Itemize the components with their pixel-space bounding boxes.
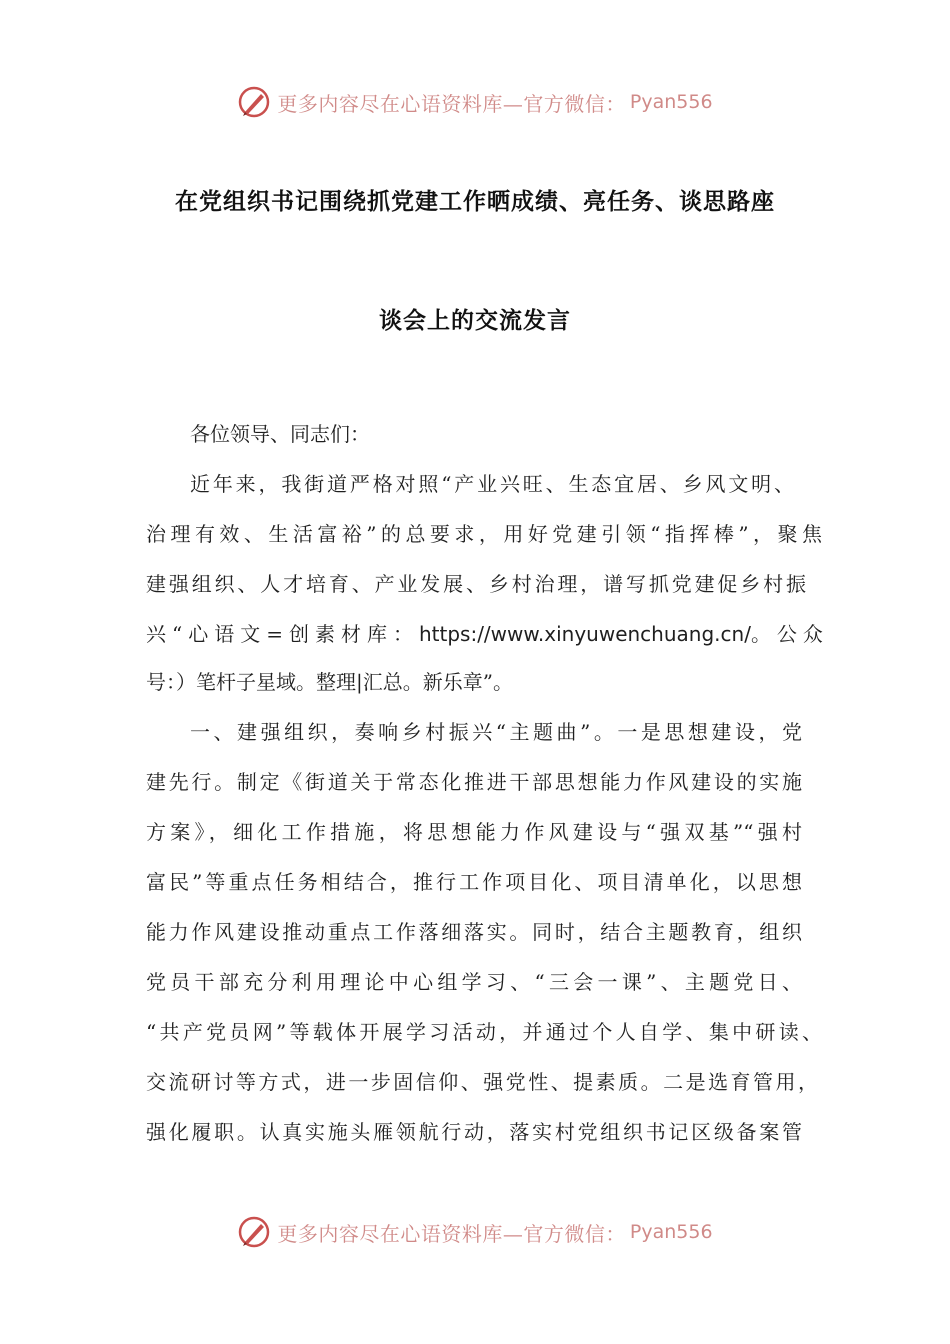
banner-wechat-id: Pyan556	[629, 1221, 713, 1243]
paragraph-1-line: 建强组织、人才培育、产业发展、乡村治理，谱写抓党建促乡村振	[146, 572, 806, 596]
paragraph-1-line: 治理有效、生活富裕”的总要求，用好党建引领“指挥棒”，聚焦	[146, 522, 822, 546]
pen-logo-icon	[237, 1215, 271, 1249]
document-title-line-2: 谈会上的交流发言	[379, 308, 571, 334]
paragraph-1-line: 号：）笔杆子星域。整理|汇总。新乐章”。	[146, 670, 513, 694]
paragraph-1-line: 近年来，我街道严格对照“产业兴旺、生态宜居、乡风文明、	[190, 472, 794, 496]
footer-banner	[0, 1212, 950, 1252]
paragraph-2-line: 能力作风建设推动重点工作落细落实。同时，结合主题教育，组织	[146, 920, 802, 944]
paragraph-2-line: 富民”等重点任务相结合，推行工作项目化、项目清单化，以思想	[146, 870, 802, 894]
paragraph-2-line: 党员干部充分利用理论中心组学习、“三会一课”、主题党日、	[146, 970, 802, 994]
pen-logo-icon	[237, 85, 271, 119]
source-link[interactable]: https://www.xinyuwenchuang.cn/	[418, 622, 751, 646]
greeting: 各位领导、同志们：	[190, 422, 370, 446]
paragraph-2-line: 方案》，细化工作措施，将思想能力作风建设与“强双基”“强村	[146, 820, 802, 844]
paragraph-2-line: 建先行。制定《街道关于常态化推进干部思想能力作风建设的实施	[146, 770, 802, 794]
header-banner	[0, 82, 950, 122]
paragraph-2-line: 一、建强组织，奏响乡村振兴“主题曲”。一是思想建设，党	[190, 720, 802, 744]
paragraph-1-text: 兴“心语文=创素材库：	[146, 622, 419, 646]
document-title-line-1: 在党组织书记围绕抓党建工作晒成绩、亮任务、谈思路座	[175, 189, 775, 215]
paragraph-2-line: “共产党员网”等载体开展学习活动，并通过个人自学、集中研读、	[146, 1020, 822, 1044]
banner-text: 更多内容尽在心语资料库—官方微信：	[277, 91, 626, 116]
paragraph-1-line	[146, 620, 829, 648]
banner-text: 更多内容尽在心语资料库—官方微信：	[277, 1221, 626, 1246]
paragraph-2-line: 强化履职。认真实施头雁领航行动，落实村党组织书记区级备案管	[146, 1120, 802, 1144]
banner-wechat-id: Pyan556	[629, 91, 713, 113]
paragraph-2-line: 交流研讨等方式，进一步固信仰、强党性、提素质。二是选育管用，	[146, 1070, 818, 1094]
paragraph-1-text: 。公众	[750, 622, 829, 646]
